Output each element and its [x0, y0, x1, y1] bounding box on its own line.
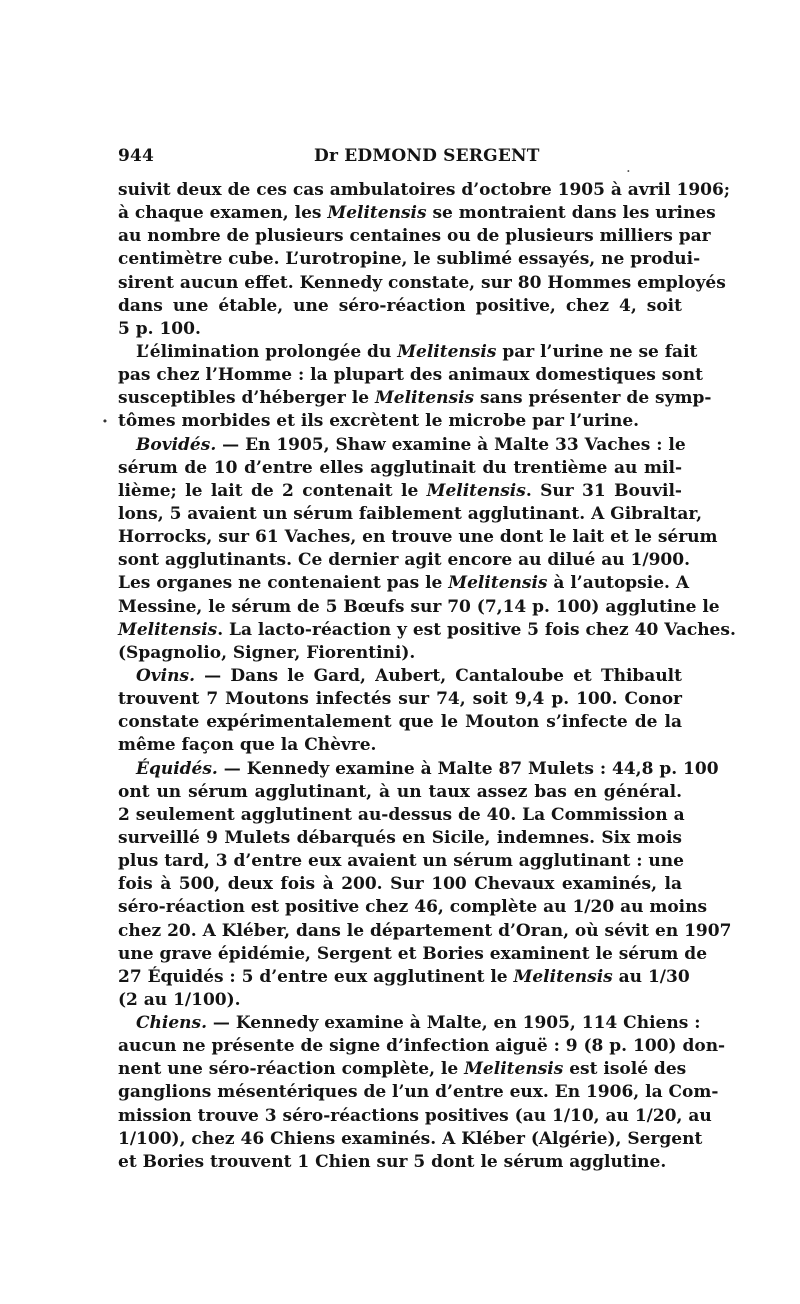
text-line: pas chez l’Homme : la plupart des animaux domestiques sont — [118, 365, 703, 386]
text-line: Chiens. — Kennedy examine à Malte, en 1905, 114 Chiens : — [136, 1013, 701, 1034]
text-line: Ovins. — Dans le Gard, Aubert, Cantaloube et Thibault — [136, 665, 682, 686]
text-line: susceptibles d’héberger le Melitensis sans présenter de symp- — [118, 388, 712, 409]
text-line: (2 au 1/100). — [118, 989, 241, 1010]
text-line: L’élimination prolongée du Melitensis par l’urine ne se fait — [136, 341, 698, 362]
text-line: 2 seulement agglutinent au-dessus de 40. La Commission a — [118, 804, 685, 825]
text-line: même façon que la Chèvre. — [118, 735, 377, 756]
body-text — [118, 179, 736, 1174]
text-line: Horrocks, sur 61 Vaches, en trouve une dont le lait et le sérum — [118, 527, 718, 548]
text-line: lons, 5 avaient un sérum faiblement agglutinant. A Gibraltar, — [118, 503, 703, 524]
text-line: 5 p. 100. — [118, 318, 201, 339]
text-line: Les organes ne contenaient pas le Melitensis à l’autopsie. A — [118, 573, 690, 594]
text-line: ganglions mésentériques de l’un d’entre eux. En 1906, la Com- — [118, 1082, 719, 1103]
text-line: Équidés. — Kennedy examine à Malte 87 Mulets : 44,8 p. 100 — [136, 758, 719, 779]
margin-mark: · — [102, 412, 108, 432]
text-line: surveillé 9 Mulets débarqués en Sicile, indemnes. Six mois — [118, 827, 682, 848]
page-number: 944 — [118, 146, 155, 166]
running-title: Dr EDMOND SERGENT — [314, 146, 540, 166]
text-line: et Bories trouvent 1 Chien sur 5 dont le sérum agglutine. — [118, 1151, 667, 1172]
text-line: sirent aucun effet. Kennedy constate, sur 80 Hommes employés — [118, 272, 726, 293]
text-line: mission trouve 3 séro-réactions positives (au 1/10, au 1/20, au — [118, 1105, 712, 1126]
text-line: aucun ne présente de signe d’infection aiguë : 9 (8 p. 100) don- — [118, 1036, 726, 1057]
text-line: suivit deux de ces cas ambulatoires d’octobre 1905 à avril 1906; — [118, 180, 731, 200]
text-line: sont agglutinants. Ce dernier agit encore au dilué au 1/900. — [118, 550, 690, 571]
text-line: 27 Équidés : 5 d’entre eux agglutinent le Melitensis au 1/30 — [118, 966, 690, 987]
text-line: trouvent 7 Moutons infectés sur 74, soit 9,4 p. 100. Conor — [118, 689, 682, 710]
text-line: centimètre cube. L’urotropine, le sublimé essayés, ne produi- — [118, 249, 701, 270]
text-line: dans une étable, une séro-réaction positive, chez 4, soit — [118, 295, 682, 316]
page-header — [118, 140, 682, 170]
text-line: lième; le lait de 2 contenait le Melitensis. Sur 31 Bouvil- — [118, 480, 682, 501]
text-line: Messine, le sérum de 5 Bœufs sur 70 (7,14 p. 100) agglutine le — [118, 596, 720, 617]
text-line: 1/100), chez 46 Chiens examinés. A Kléber (Algérie), Sergent — [118, 1128, 703, 1149]
text-line: nent une séro-réaction complète, le Melitensis est isolé des — [118, 1059, 687, 1080]
text-line: chez 20. A Kléber, dans le département d’Oran, où sévit en 1907 — [118, 920, 732, 941]
text-line: plus tard, 3 d’entre eux avaient un sérum agglutinant : une — [118, 851, 684, 872]
text-line: une grave épidémie, Sergent et Bories examinent le sérum de — [118, 943, 708, 964]
text-line: (Spagnolio, Signer, Fiorentini). — [118, 642, 416, 663]
text-line: Melitensis. La lacto-réaction y est positive 5 fois chez 40 Vaches. — [118, 619, 736, 640]
text-line: séro-réaction est positive chez 46, complète au 1/20 au moins — [118, 897, 708, 918]
text-line: ont un sérum agglutinant, à un taux assez bas en général. — [118, 781, 682, 802]
text-line: fois à 500, deux fois à 200. Sur 100 Chevaux examinés, la — [118, 874, 682, 895]
text-line: au nombre de plusieurs centaines ou de plusieurs milliers par — [118, 226, 711, 247]
text-line: Bovidés. — En 1905, Shaw examine à Malte 33 Vaches : le — [136, 434, 686, 455]
text-line: tômes morbides et ils excrètent le microbe par l’urine. — [118, 411, 640, 432]
print-speck: · — [626, 162, 631, 180]
text-line: sérum de 10 d’entre elles agglutinait du trentième au mil- — [118, 457, 682, 478]
text-line: constate expérimentalement que le Mouton s’infecte de la — [118, 712, 682, 733]
text-line: à chaque examen, les Melitensis se montraient dans les urines — [118, 203, 716, 224]
